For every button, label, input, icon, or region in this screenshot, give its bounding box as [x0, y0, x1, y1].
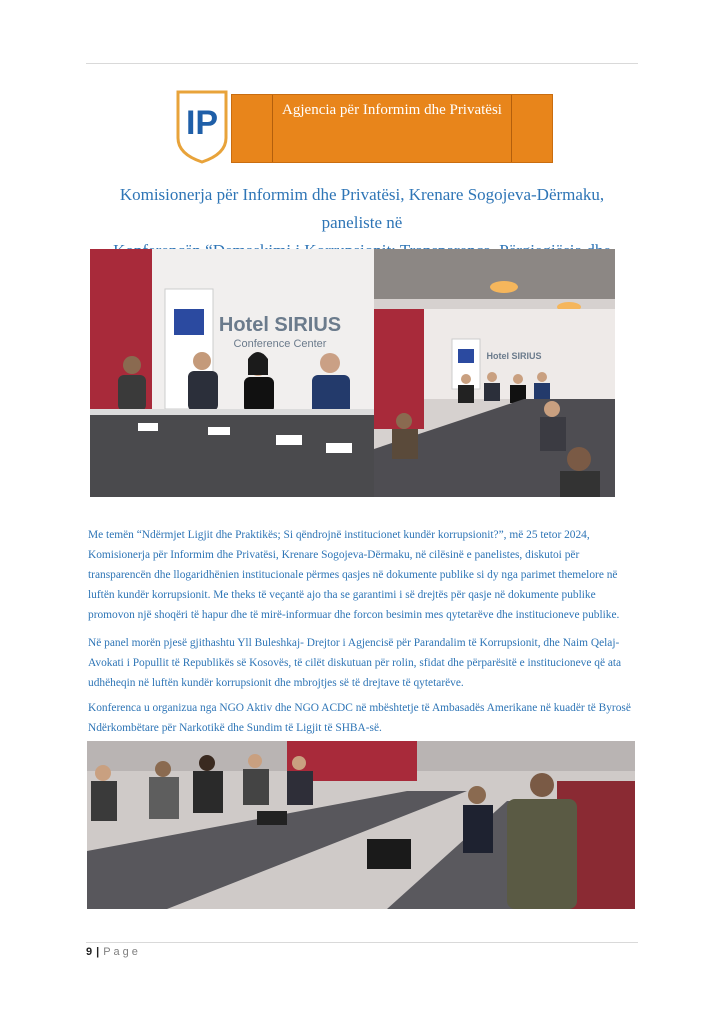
hotel-sign-main: Hotel SIRIUS [218, 314, 342, 336]
conference-room-photo [374, 249, 615, 497]
footer-separator: | [96, 946, 100, 958]
footer-rule [86, 942, 638, 943]
logo-text: IP [185, 104, 219, 142]
paragraph-3: Konferenca u organizua nga NGO Aktiv dhe NGO ACDC në mbështetje të Ambasadës Amerikane në kuadër të Byrosë Ndërkombëtare për Narkotikë dhe Sundim të Ligjit të SHBA-së. [88, 702, 631, 735]
agency-name: Agjencia për Informim dhe Privatësi [282, 102, 502, 118]
agency-logo [174, 88, 230, 164]
panel-photo [90, 249, 374, 497]
svg-text:Hotel SIRIUS: Hotel SIRIUS [486, 351, 542, 361]
hotel-sign-sub: Conference Center [233, 338, 327, 350]
headline-line-1: Komisionerja për Informim dhe Privatësi, Krenare Sogojeva-Dërmaku, paneliste në [119, 185, 605, 232]
page-number: 9 [86, 946, 93, 958]
page-label: Page [103, 946, 141, 958]
page-footer [86, 946, 141, 958]
paragraph-2: Në panel morën pjesë gjithashtu Yll Buleshkaj- Drejtor i Agjencisë për Parandalim të Korrupsionit, dhe Naim Qelaj-Avokati i Popullit të Republikës së Kosovës, të cilët diskutuan për rolin, sfidat dhe përparësitë e institucioneve që ata udhëheqin në luftën kundër korrupsionit dhe mbrojtjes së të drejtave të qytetarëve. [88, 637, 622, 690]
header-rule [86, 63, 638, 64]
audience-photo [87, 741, 635, 909]
paragraph-1: Me temën “Ndërmjet Ligjit dhe Praktikës; Si qëndrojnë institucionet kundër korrupsionit?”, më 25 tetor 2024, Komisionerja për Informim dhe Privatësi, Krenare Sogojeva-Dërmaku, në cilësinë e panelistes, diskutoi për transparencën dhe llogaridhënien institucionale përmes qasjes në dokumente publike si dy nga parimet themelore në luftën kundër korrupsionit. Me theks të veçantë ajo tha se garantimi i së drejtës për qasje në dokumente publike promovon një shoqëri të hapur dhe të mirë-informuar dhe forcon besimin mes qytetarëve dhe institucioneve publike. [88, 529, 620, 622]
agency-banner [231, 94, 553, 163]
